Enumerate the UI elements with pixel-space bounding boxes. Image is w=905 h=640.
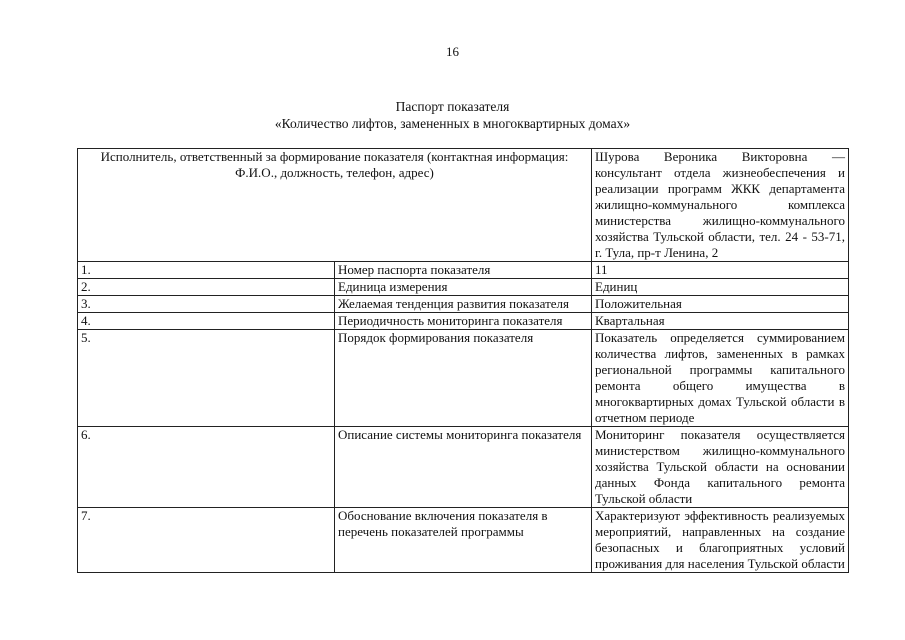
header-row-value: Шурова Вероника Викторовна — консультант отдела жизнеобеспечения и реализации программ ЖКК департамента жилищно-коммунального комплекса министерства жилищно-коммунального хозяйства Тульской области, тел. 24 - 53-71, г. Тула, пр-т Ленина, 2 bbox=[592, 149, 849, 262]
page-number: 16 bbox=[446, 44, 459, 59]
row-value: Характеризуют эффективность реализуемых мероприятий, направленных на создание безопасных и благоприятных условий проживания для населения Тульской области bbox=[592, 508, 849, 573]
row-label: Единица измерения bbox=[335, 279, 592, 296]
header-row-label: Исполнитель, ответственный за формирование показателя (контактная информация: Ф.И.О., должность, телефон, адрес) bbox=[78, 149, 592, 262]
table-row bbox=[78, 330, 849, 427]
indicator-passport-table bbox=[77, 148, 849, 573]
row-label: Номер паспорта показателя bbox=[335, 262, 592, 279]
row-label: Желаемая тенденция развития показателя bbox=[335, 296, 592, 313]
row-number: 2. bbox=[78, 279, 335, 296]
row-value: 11 bbox=[592, 262, 849, 279]
row-number: 3. bbox=[78, 296, 335, 313]
table-row bbox=[78, 279, 849, 296]
table-row bbox=[78, 508, 849, 573]
table-row bbox=[78, 262, 849, 279]
row-label: Периодичность мониторинга показателя bbox=[335, 313, 592, 330]
table-row bbox=[78, 427, 849, 508]
row-number: 4. bbox=[78, 313, 335, 330]
row-value: Показатель определяется суммированием количества лифтов, замененных в рамках региональной программы капитального ремонта общего имущества в многоквартирных домах Тульской области в отчетном периоде bbox=[592, 330, 849, 427]
row-label: Порядок формирования показателя bbox=[335, 330, 592, 427]
row-label: Обоснование включения показателя в перечень показателей программы bbox=[335, 508, 592, 573]
title-line-1: Паспорт показателя bbox=[395, 99, 510, 114]
row-value: Квартальная bbox=[592, 313, 849, 330]
row-number: 5. bbox=[78, 330, 335, 427]
row-number: 1. bbox=[78, 262, 335, 279]
header-row bbox=[78, 149, 849, 262]
document-title bbox=[0, 98, 905, 132]
row-value: Положительная bbox=[592, 296, 849, 313]
row-number: 6. bbox=[78, 427, 335, 508]
title-line-2: «Количество лифтов, замененных в многоквартирных домах» bbox=[274, 116, 631, 131]
table-row bbox=[78, 313, 849, 330]
row-number: 7. bbox=[78, 508, 335, 573]
row-value: Мониторинг показателя осуществляется министерством жилищно-коммунального хозяйства Тульской области на основании данных Фонда капитального ремонта Тульской области bbox=[592, 427, 849, 508]
row-value: Единиц bbox=[592, 279, 849, 296]
row-label: Описание системы мониторинга показателя bbox=[335, 427, 592, 508]
table-row bbox=[78, 296, 849, 313]
